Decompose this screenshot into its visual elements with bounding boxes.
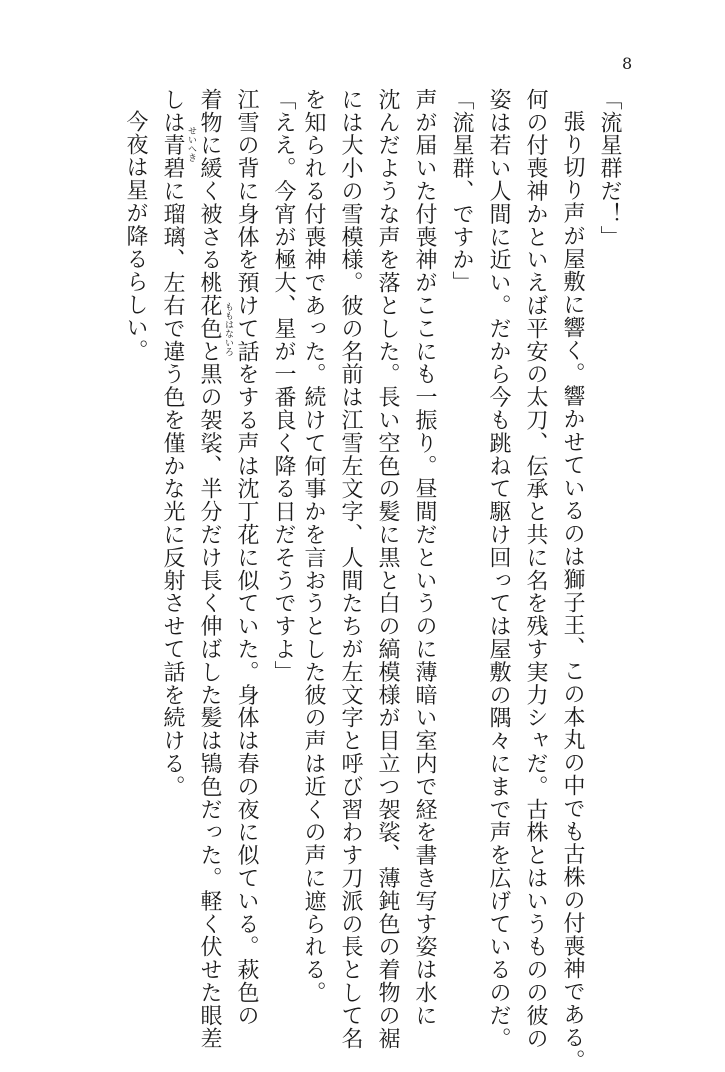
text-column: 張り切り声が屋敷に響く。響かせているのは獅子王、この本丸の中でも古株の付喪神である。 (560, 110, 585, 1072)
text-column: には大小の雪模様。彼の名前は江雪左文字、人間たちが左文字と呼び習わす刀派の長として名 (338, 88, 363, 1050)
text-column: 「流星群、ですか」 (449, 88, 474, 295)
text-column: を知られる付喪神であった。続けて何事かを言おうとした彼の声は近くの声に遮られる。 (301, 88, 326, 1004)
text-column: 今夜は星が降るらしい。 (123, 110, 148, 362)
text-column: 声が届いた付喪神がここにも一振り。昼間だというのに薄暗い室内で経を書き写す姿は水に (412, 88, 437, 1027)
text-column: 着物に緩く被さる桃花色と黒の袈裟、半分だけ長く伸ばした髪は鴇色だった。軽く伏せた眼差 (197, 88, 222, 1050)
text-column: 「ええ。今宵が極大、星が一番良く降る日だそうですよ」 (271, 88, 296, 684)
text-column: 沈んだような声を落とした。長い空色の髪に黒と白の縞模様が目立つ袈裟、薄鈍色の着物の裾 (375, 88, 400, 1050)
ruby-momohanairo: ももはないろ (223, 302, 233, 356)
text-column: 江雪の背に身体を預けて話をする声は沈丁花に似ていた。身体は春の夜に似ている。萩色の (234, 88, 259, 1027)
text-column: 姿は若い人間に近い。だから今も跳ねて駆け回っては屋敷の隅々にまで声を広げているのだ。 (486, 88, 511, 1050)
text-column: 何の付喪神かといえば平安の太刀、伝承と共に名を残す実力シャだ。古株とはいうものの彼の (523, 88, 548, 1050)
text-column: 「流星群だ！」 (597, 88, 622, 249)
page-number: 8 (622, 54, 633, 73)
text-column: しは青碧に瑠璃、左右で違う色を僅かな光に反射させて話を続ける。 (160, 88, 185, 798)
vertical-text-body (100, 88, 622, 1072)
ruby-seiheki: せいへき (186, 126, 196, 162)
